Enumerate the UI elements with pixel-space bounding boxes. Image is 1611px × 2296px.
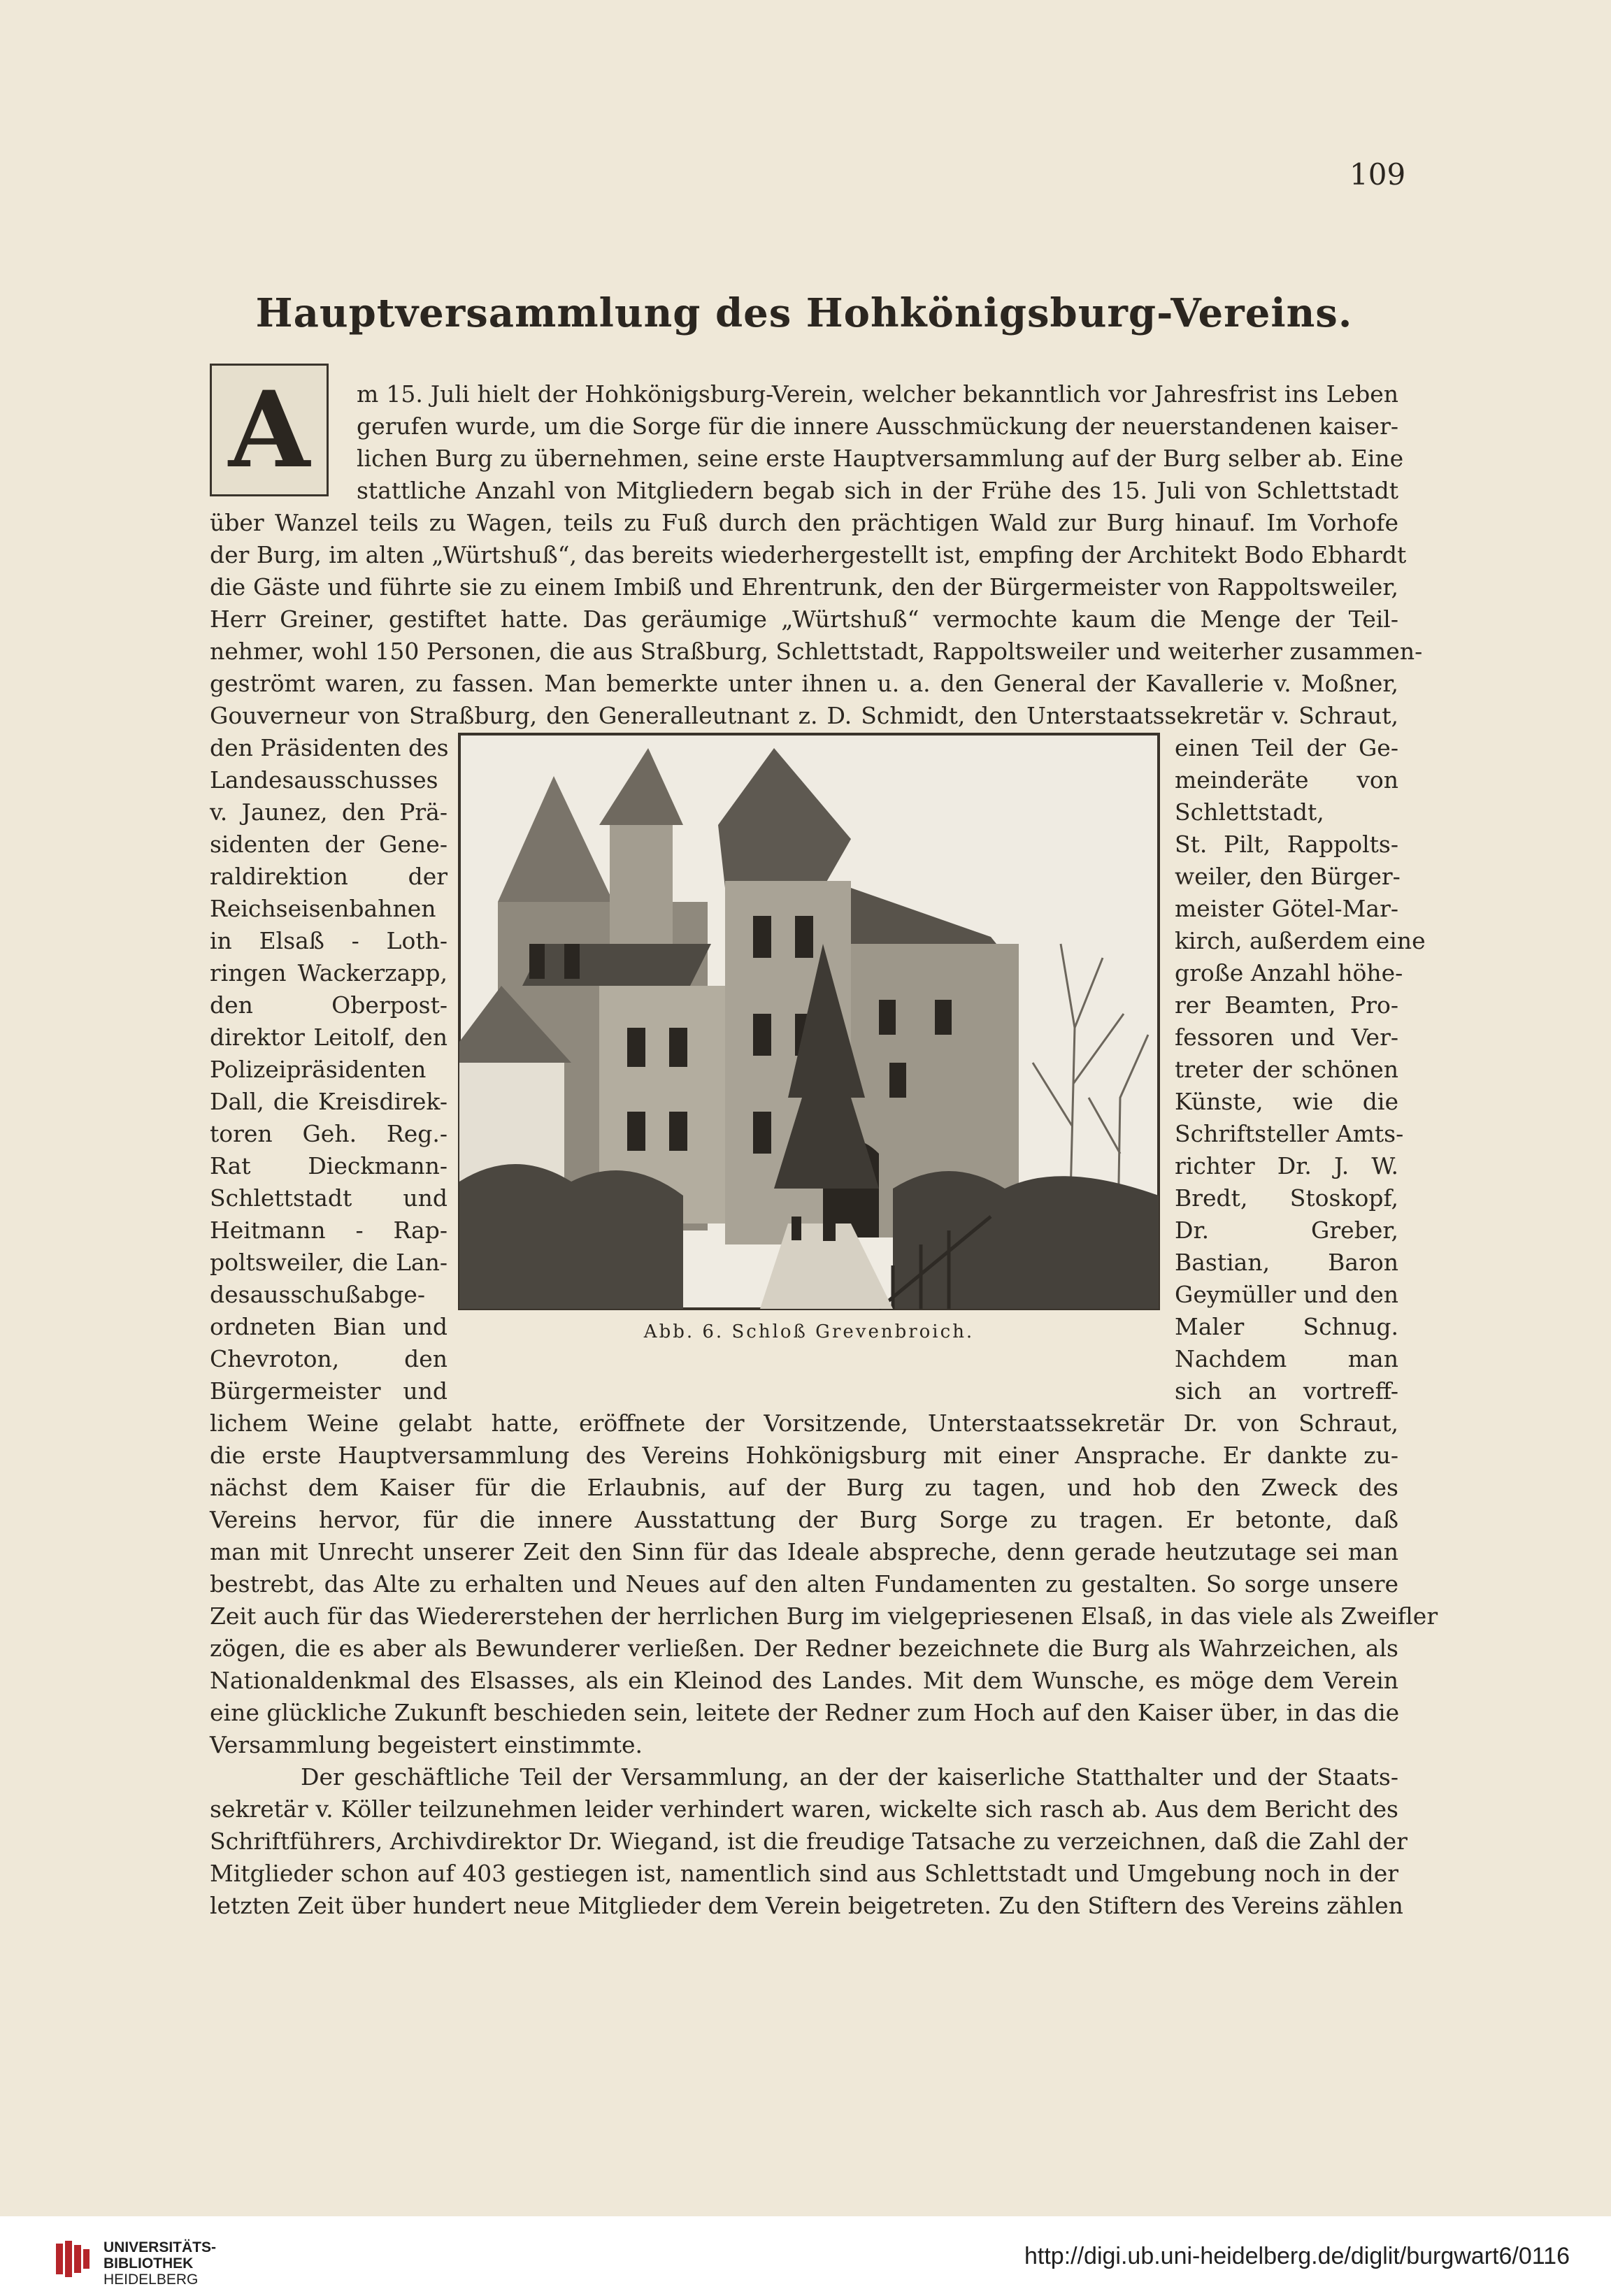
- right-column-line: Bredt, Stoskopf,: [1175, 1184, 1398, 1212]
- text-line: gerufen wurde, um die Sorge für die innere Ausschmückung der neuerstandenen kaiser-: [357, 412, 1398, 440]
- left-column-line: ringen Wackerzapp,: [210, 959, 448, 986]
- left-column-line: v. Jaunez, den Prä-: [210, 798, 448, 826]
- left-column-line: desausschußabge-: [210, 1281, 426, 1308]
- drop-cap-initial: [210, 364, 329, 496]
- text-line: stattliche Anzahl von Mitgliedern begab sich in der Frühe des 15. Juli von Schlettstadt: [357, 477, 1398, 504]
- left-column-line: ordneten Bian und: [210, 1313, 448, 1340]
- text-line: nächst dem Kaiser für die Erlaubnis, auf der Burg zu tagen, und hob den Zweck des: [210, 1474, 1398, 1501]
- right-column-line: Künste, wie die: [1175, 1088, 1398, 1115]
- text-line: Zeit auch für das Wiedererstehen der herrlichen Burg im vielgepriesenen Elsaß, in das viele als Zweifler: [210, 1602, 1438, 1630]
- right-column-line: Dr. Greber,: [1175, 1217, 1398, 1244]
- left-column-line: Rat Dieckmann-: [210, 1152, 448, 1179]
- text-line: man mit Unrecht unserer Zeit den Sinn für das Ideale abspreche, denn gerade heutzutage sei man: [210, 1538, 1398, 1565]
- text-line: Herr Greiner, gestiftet hatte. Das geräumige „Würtshuß“ vermochte kaum die Menge der Teil-: [210, 605, 1398, 633]
- text-line: Der geschäftliche Teil der Versammlung, an der der kaiserliche Statthalter und der Staats-: [301, 1763, 1398, 1791]
- castle-photograph: [459, 734, 1159, 1309]
- right-column-line: sich an vortreff-: [1175, 1377, 1398, 1405]
- text-line: Versammlung begeistert einstimmte.: [210, 1731, 643, 1758]
- right-column-line: meinderäte von: [1175, 766, 1398, 794]
- page-number: 109: [1349, 157, 1406, 192]
- left-column-line: Heitmann - Rap-: [210, 1217, 448, 1244]
- text-line: bestrebt, das Alte zu erhalten und Neues auf den alten Fundamenten zu gestalten. So sorge unsere: [210, 1570, 1398, 1598]
- right-column-line: große Anzahl höhe-: [1175, 959, 1403, 986]
- right-column-line: richter Dr. J. W.: [1175, 1152, 1398, 1179]
- left-column-line: den Präsidenten des: [210, 734, 449, 761]
- text-line: lichem Weine gelabt hatte, eröffnete der Vorsitzende, Unterstaatssekretär Dr. von Schraut,: [210, 1409, 1398, 1437]
- text-line: Vereins hervor, für die innere Ausstattung der Burg Sorge zu tragen. Er betonte, daß: [210, 1506, 1398, 1533]
- text-line: Gouverneur von Straßburg, den Generalleutnant z. D. Schmidt, den Unterstaatssekretär v. Schraut,: [210, 702, 1398, 729]
- castle-illustration: [459, 734, 1159, 1309]
- text-line: nehmer, wohl 150 Personen, die aus Straßburg, Schlettstadt, Rappoltsweiler und weiterher zusammen-: [210, 638, 1423, 665]
- right-column-line: treter der schönen: [1175, 1056, 1398, 1083]
- right-column-line: Maler Schnug.: [1175, 1313, 1398, 1340]
- article-title: Hauptversammlung des Hohkönigsburg-Vereins.: [255, 290, 1353, 336]
- text-line: m 15. Juli hielt der Hohkönigsburg-Verein, welcher bekanntlich vor Jahresfrist ins Leben: [357, 380, 1398, 408]
- right-column-line: kirch, außerdem eine: [1175, 927, 1426, 954]
- left-column-line: Schlettstadt und: [210, 1184, 448, 1212]
- left-column-line: Dall, die Kreisdirek-: [210, 1088, 448, 1115]
- left-column-line: Chevroton, den: [210, 1345, 448, 1372]
- right-column-line: Schriftsteller Amts-: [1175, 1120, 1404, 1147]
- left-column-line: Bürgermeister und: [210, 1377, 448, 1405]
- right-column-line: Geymüller und den: [1175, 1281, 1399, 1308]
- left-column-line: direktor Leitolf, den: [210, 1024, 448, 1051]
- text-line: Mitglieder schon auf 403 gestiegen ist, namentlich sind aus Schlettstadt und Umgebung noch in der: [210, 1860, 1398, 1887]
- right-column-line: Bastian, Baron: [1175, 1249, 1398, 1276]
- left-column-line: Landesausschusses: [210, 766, 438, 794]
- right-column-line: fessoren und Ver-: [1175, 1024, 1398, 1051]
- right-column-line: rer Beamten, Pro-: [1175, 991, 1398, 1019]
- text-line: die erste Hauptversammlung des Vereins Hohkönigsburg mit einer Ansprache. Er dankte zu-: [210, 1442, 1398, 1469]
- left-column-line: Polizeipräsidenten: [210, 1056, 427, 1083]
- left-column-line: sidenten der Gene-: [210, 831, 448, 858]
- right-column-line: weiler, den Bürger-: [1175, 863, 1401, 890]
- left-column-line: in Elsaß - Loth-: [210, 927, 448, 954]
- text-line: über Wanzel teils zu Wagen, teils zu Fuß durch den prächtigen Wald zur Burg hinauf. Im Vorhofe: [210, 509, 1398, 536]
- text-line: zögen, die es aber als Bewunderer verließen. Der Redner bezeichnete die Burg als Wahrzeichen, als: [210, 1635, 1398, 1662]
- drop-cap-letter: A: [228, 368, 310, 492]
- left-column-line: Reichseisenbahnen: [210, 895, 436, 922]
- text-line: der Burg, im alten „Würtshuß“, das bereits wiederhergestellt ist, empfing der Architekt Bodo Ebhardt: [210, 541, 1407, 568]
- text-line: lichen Burg zu übernehmen, seine erste Hauptversammlung auf der Burg selber ab. Eine: [357, 445, 1404, 472]
- left-column-line: den Oberpost-: [210, 991, 448, 1019]
- text-line: geströmt waren, zu fassen. Man bemerkte unter ihnen u. a. den General der Kavallerie v. Moßner,: [210, 670, 1398, 697]
- text-line: eine glückliche Zukunft beschieden sein, leitete der Redner zum Hoch auf den Kaiser über, in das die: [210, 1699, 1400, 1726]
- right-column-line: Schlettstadt,: [1175, 798, 1324, 826]
- library-name-line: HEIDELBERG: [103, 2272, 199, 2288]
- library-name-line: BIBLIOTHEK: [103, 2255, 194, 2272]
- source-url-link[interactable]: http://digi.ub.uni-heidelberg.de/diglit/burgwart6/0116: [1024, 2243, 1570, 2269]
- text-line: sekretär v. Köller teilzunehmen leider verhindert waren, wickelte sich rasch ab. Aus dem Bericht des: [210, 1795, 1398, 1823]
- figure-caption: Abb. 6. Schloß Grevenbroich.: [643, 1321, 975, 1342]
- right-column-line: St. Pilt, Rappolts-: [1175, 831, 1398, 858]
- library-logo-icon: [56, 2241, 90, 2277]
- text-line: letzten Zeit über hundert neue Mitglieder dem Verein beigetreten. Zu den Stiftern des Vereins zählen: [210, 1892, 1403, 1919]
- left-column-line: toren Geh. Reg.-: [210, 1120, 448, 1147]
- left-column-line: poltsweiler, die Lan-: [210, 1249, 448, 1276]
- library-name-line: UNIVERSITÄTS-: [103, 2239, 217, 2255]
- right-column-line: Nachdem man: [1175, 1345, 1398, 1372]
- text-line: Schriftführers, Archivdirektor Dr. Wiegand, ist die freudige Tatsache zu verzeichnen, daß die Zahl der: [210, 1828, 1408, 1855]
- right-column-line: meister Götel-Mar-: [1175, 895, 1398, 922]
- text-line: Nationaldenkmal des Elsasses, als ein Kleinod des Landes. Mit dem Wunsche, es möge dem Verein: [210, 1667, 1398, 1694]
- right-column-line: einen Teil der Ge-: [1175, 734, 1398, 761]
- left-column-line: raldirektion der: [210, 863, 448, 890]
- text-line: die Gäste und führte sie zu einem Imbiß und Ehrentrunk, den der Bürgermeister von Rappoltsweiler,: [210, 573, 1398, 601]
